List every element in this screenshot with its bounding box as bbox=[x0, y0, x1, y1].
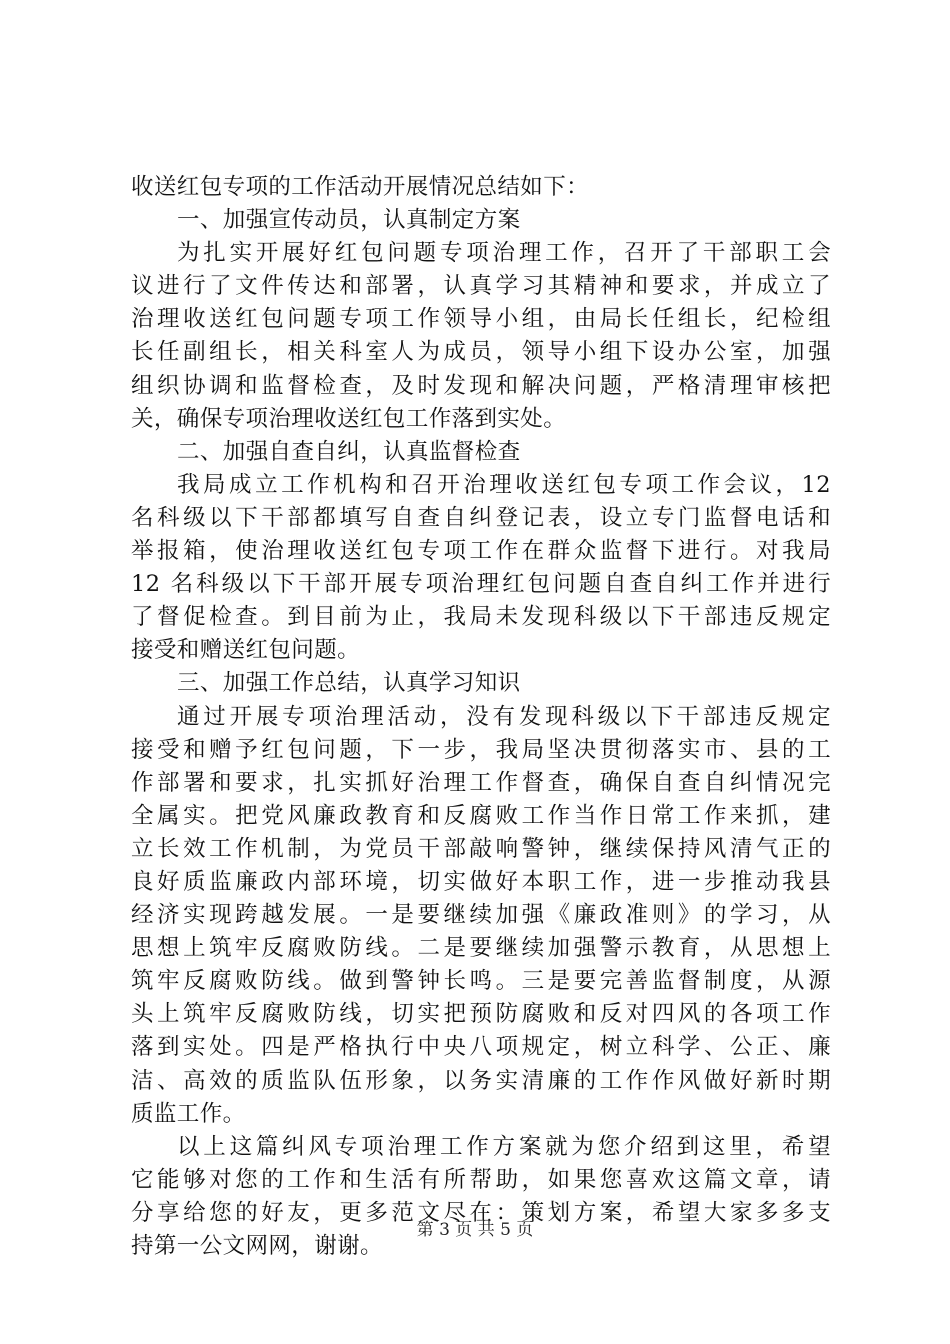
text-line: 接受和赠予红包问题，下一步，我局坚决贯彻落实市、县的工 bbox=[131, 736, 831, 763]
text-line: 分享给您的好友，更多范文尽在：策划方案，希望大家多多支 bbox=[131, 1199, 831, 1226]
text-line: 接受和赠送红包问题。 bbox=[131, 637, 361, 664]
text-line: 了督促检查。到目前为止，我局未发现科级以下干部违反规定 bbox=[131, 604, 831, 631]
text-line: 它能够对您的工作和生活有所帮助，如果您喜欢这篇文章，请 bbox=[131, 1166, 831, 1193]
text-line: 经济实现跨越发展。一是要继续加强《廉政准则》的学习，从 bbox=[131, 902, 831, 929]
text-line: 筑牢反腐败防线。做到警钟长鸣。三是要完善监督制度，从源 bbox=[131, 968, 831, 995]
text-line: 作部署和要求，扎实抓好治理工作督查，确保自查自纠情况完 bbox=[131, 769, 831, 796]
text-line: 全属实。把党风廉政教育和反腐败工作当作日常工作来抓，建 bbox=[131, 802, 831, 829]
text-line: 良好质监廉政内部环境，切实做好本职工作，进一步推动我县 bbox=[131, 868, 831, 895]
text-line: 头上筑牢反腐败防线，切实把预防腐败和反对四风的各项工作 bbox=[131, 1001, 831, 1028]
text-line: 一、加强宣传动员，认真制定方案 bbox=[177, 207, 521, 234]
text-line: 长任副组长，相关科室人为成员，领导小组下设办公室，加强 bbox=[131, 339, 831, 366]
text-line: 以上这篇纠风专项治理工作方案就为您介绍到这里，希望 bbox=[177, 1133, 831, 1160]
text-line: 通过开展专项治理活动，没有发现科级以下干部违反规定 bbox=[177, 703, 831, 730]
text-line: 收送红包专项的工作活动开展情况总结如下： bbox=[131, 174, 590, 200]
text-line: 质监工作。 bbox=[131, 1100, 246, 1127]
text-line: 思想上筑牢反腐败防线。二是要继续加强警示教育，从思想上 bbox=[131, 935, 831, 962]
text-line: 议进行了文件传达和部署，认真学习其精神和要求，并成立了 bbox=[131, 273, 831, 300]
text-line: 组织协调和监督检查，及时发现和解决问题，严格清理审核把 bbox=[131, 372, 831, 399]
text-line: 举报箱，使治理收送红包专项工作在群众监督下进行。对我局 bbox=[131, 538, 831, 565]
text-line: 二、加强自查自纠，认真监督检查 bbox=[177, 438, 521, 465]
text-line: 12 名科级以下干部开展专项治理红包问题自查自纠工作并进行 bbox=[131, 571, 831, 598]
document-body bbox=[131, 171, 831, 1263]
text-line: 我局成立工作机构和召开治理收送红包专项工作会议，12 bbox=[177, 471, 831, 498]
text-line: 持第一公文网网，谢谢。 bbox=[131, 1233, 383, 1259]
text-line: 立长效工作机制，为党员干部敲响警钟，继续保持风清气正的 bbox=[131, 835, 831, 862]
text-line: 洁、高效的质监队伍形象，以务实清廉的工作作风做好新时期 bbox=[131, 1067, 831, 1094]
text-line: 为扎实开展好红包问题专项治理工作，召开了干部职工会 bbox=[177, 240, 831, 267]
text-line: 治理收送红包问题专项工作领导小组，由局长任组长，纪检组 bbox=[131, 306, 831, 333]
text-line: 关，确保专项治理收送红包工作落到实处。 bbox=[131, 405, 567, 432]
text-line: 名科级以下干部都填写自查自纠登记表，设立专门监督电话和 bbox=[131, 504, 831, 531]
text-line: 三、加强工作总结，认真学习知识 bbox=[177, 670, 521, 697]
text-line: 落到实处。四是严格执行中央八项规定，树立科学、公正、廉 bbox=[131, 1034, 831, 1061]
page-footer: 第 3 页 共 5 页 bbox=[416, 1220, 534, 1240]
